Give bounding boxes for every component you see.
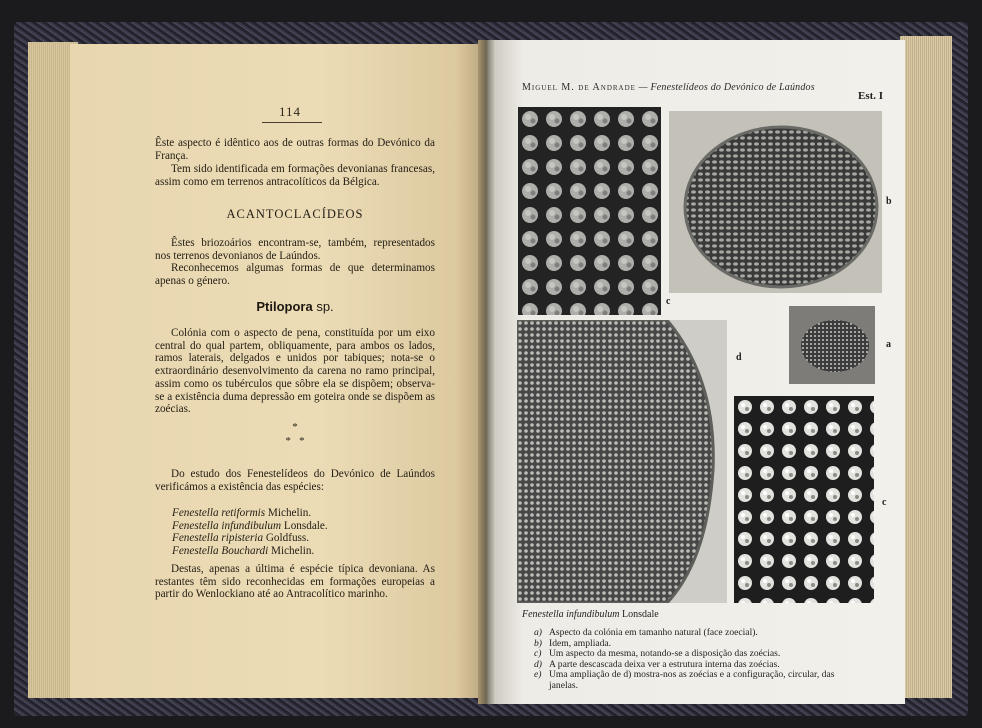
fossil-photo-a: [789, 306, 875, 384]
paragraph-1: Êste aspecto é idêntico aos de outras formas do Devónico da França.: [155, 137, 435, 162]
plate-caption-title: [522, 609, 659, 620]
book-gutter: [478, 40, 496, 704]
genus-heading: [170, 299, 420, 314]
section-separator: [270, 420, 320, 450]
caption-species: Fenestella infundibulum: [522, 609, 620, 620]
paragraph-2: Tem sido identificada em formações devonianas francesas, assim como em terrenos antracolíticos da Bélgica.: [155, 163, 435, 188]
separator-top: *: [292, 421, 298, 433]
list-item: Fenestella retiformis Michelin.: [172, 507, 312, 519]
paragraph-5: Colónia com o aspecto de pena, constituída por um eixo central do qual partem, obliquamente, para ambos os lados, ramos laterais, delgados e unidos por tabiques; nota-se o extraordinário desenvolvimento da carena no ramo principal, assim como os tubérculos que sôbre ela se dispõem; observa-se a existência duma depressão em goteira onde se dispõem as zoécias.: [155, 327, 435, 416]
fossil-photo-d: [517, 320, 727, 603]
paragraph-7: Destas, apenas a última é espécie típica devoniana. As restantes têm sido reconhecidas em formações europeias a partir do Wenlockiano até ao Antracolítico marinho.: [155, 563, 435, 601]
right-page-stack: [900, 36, 952, 698]
plate-caption-list: [534, 628, 864, 692]
genus-name: Ptilopora: [256, 299, 313, 314]
figure-label-a: a: [886, 339, 891, 350]
page-number-rule: [262, 122, 322, 123]
fossil-photo-c-upper: [518, 107, 661, 315]
section-heading: ACANTOCLACÍDEOS: [226, 207, 364, 221]
figure-label-c-upper: c: [666, 296, 671, 307]
figure-label-b: b: [886, 196, 892, 207]
figure-label-c-lower: c: [882, 497, 887, 508]
genus-suffix: sp.: [316, 299, 334, 314]
paragraph-6: Do estudo dos Fenestelídeos do Devónico de Laúndos verificámos a existência das espécies:: [155, 468, 435, 493]
fossil-photo-b: [669, 111, 882, 293]
list-item: Fenestella ripisteria Goldfuss.: [172, 532, 310, 545]
species-list: [172, 507, 412, 558]
list-item: Fenestella infundibulum Lonsdale.: [172, 519, 328, 532]
list-item: Fenestella Bouchardi Michelin.: [172, 545, 315, 558]
paragraph-3: Êstes briozoários encontram-se, também, representados nos terrenos devonianos de Laúndos.: [155, 237, 435, 262]
list-item: a) Aspecto da colónia em tamanho natural (face zoecial).: [534, 627, 758, 638]
running-head: [522, 82, 862, 93]
running-head-author: Miguel M. de Andrade: [522, 82, 636, 93]
separator-bottom: * *: [285, 435, 305, 447]
list-item: e) Uma ampliação de d) mostra-nos as zoécias e a configuração, circular, das janelas.: [534, 669, 835, 691]
list-item: c) Um aspecto da mesma, notando-se a disposição das zoécias.: [534, 648, 781, 660]
plate-number: Est. I: [858, 90, 884, 102]
fossil-photo-e: [734, 396, 874, 603]
figure-label-d: d: [736, 352, 742, 363]
list-item: d) A parte descascada deixa ver a estrutura interna das zoécias.: [534, 658, 780, 670]
page-number: 114: [278, 104, 302, 119]
running-head-title: — Fenestelídeos do Devónico de Laúndos: [638, 82, 815, 93]
paragraph-4: Reconhecemos algumas formas de que determinamos apenas o género.: [155, 262, 435, 287]
list-item: b) Idem, ampliada.: [534, 637, 612, 649]
caption-author: Lonsdale: [622, 609, 659, 620]
